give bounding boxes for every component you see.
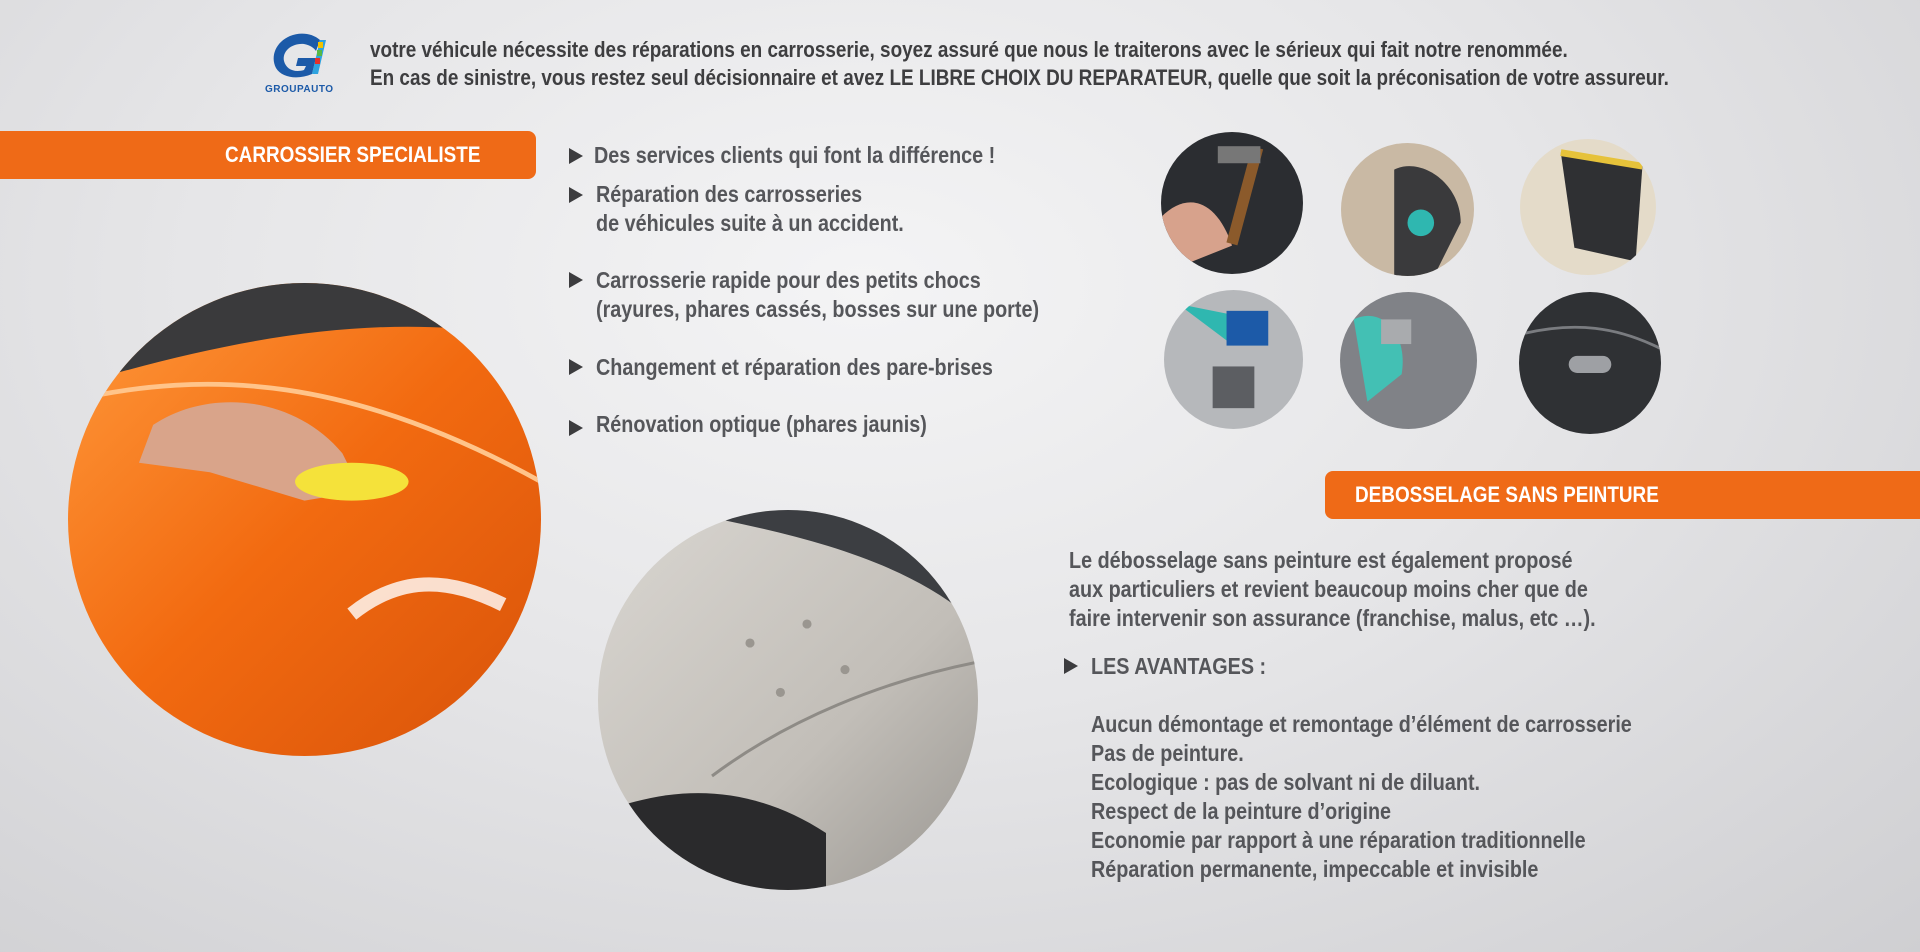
service-item-2-line-1: Réparation des carrosseries	[596, 181, 863, 207]
spray-painting-photo	[1340, 292, 1477, 429]
technician-polishing-photo	[1341, 143, 1474, 276]
logo-text: GROUPAUTO	[265, 84, 334, 95]
carrossier-banner-label: CARROSSIER SPECIALISTE	[224, 142, 481, 167]
advantage-item-6: Réparation permanente, impeccable et invisible	[1091, 856, 1539, 882]
service-item-1: Des services clients qui font la différence !	[594, 142, 996, 168]
service-item-2-line-2: de véhicules suite à un accident.	[596, 210, 904, 236]
service-item-4: Changement et réparation des pare-brises	[596, 354, 993, 380]
triangle-right-icon	[569, 359, 583, 375]
triangle-right-icon	[569, 148, 583, 164]
intro-line-1: votre véhicule nécessite des réparations en carrosserie, soyez assuré que nous le traiterons avec le sérieux qui fait notre renommée.	[370, 37, 1568, 62]
advantage-item-5: Economie par rapport à une réparation traditionnelle	[1091, 827, 1586, 853]
car-door-handle-photo	[1519, 292, 1661, 434]
triangle-right-icon	[569, 420, 583, 436]
carrossier-banner	[0, 131, 536, 179]
service-item-5: Rénovation optique (phares jaunis)	[596, 411, 927, 437]
debosselage-intro-line-2: aux particuliers et revient beaucoup moins cher que de	[1069, 576, 1588, 602]
service-item-3	[596, 266, 1111, 324]
orange-car-polishing-photo	[68, 283, 541, 756]
debosselage-intro	[1069, 546, 1681, 633]
debosselage-intro-line-1: Le débosselage sans peinture est également proposé	[1069, 547, 1573, 573]
debosselage-banner	[1325, 471, 1920, 519]
groupauto-logo-icon	[262, 30, 346, 96]
intro-text	[370, 36, 1880, 92]
advantage-item-1: Aucun démontage et remontage d’élément de carrosserie	[1091, 711, 1632, 737]
triangle-right-icon	[569, 187, 583, 203]
service-item-2	[596, 180, 954, 238]
hammer-repair-photo	[1161, 132, 1303, 274]
advantage-item-3: Ecologique : pas de solvant ni de diluant.	[1091, 769, 1481, 795]
dented-car-photo	[598, 510, 978, 890]
triangle-right-icon	[1064, 658, 1078, 674]
debosselage-banner-label: DEBOSSELAGE SANS PEINTURE	[1355, 482, 1659, 507]
intro-line-2: En cas de sinistre, vous restez seul décisionnaire et avez LE LIBRE CHOIX DU REPARATEUR, quelle que soit la préconisation de votre assureur.	[370, 65, 1669, 90]
advantages-title: LES AVANTAGES :	[1091, 653, 1267, 679]
advantage-item-4: Respect de la peinture d’origine	[1091, 798, 1392, 824]
advantages-list	[1091, 710, 1720, 884]
advantage-item-2: Pas de peinture.	[1091, 740, 1244, 766]
masked-door-photo	[1520, 139, 1656, 275]
paint-mixing-photo	[1164, 290, 1303, 429]
service-item-3-line-1: Carrosserie rapide pour des petits chocs	[596, 267, 981, 293]
debosselage-intro-line-3: faire intervenir son assurance (franchise, malus, etc …).	[1069, 605, 1596, 631]
service-item-3-line-2: (rayures, phares cassés, bosses sur une porte)	[596, 296, 1040, 322]
triangle-right-icon	[569, 272, 583, 288]
groupauto-logo	[262, 30, 346, 96]
